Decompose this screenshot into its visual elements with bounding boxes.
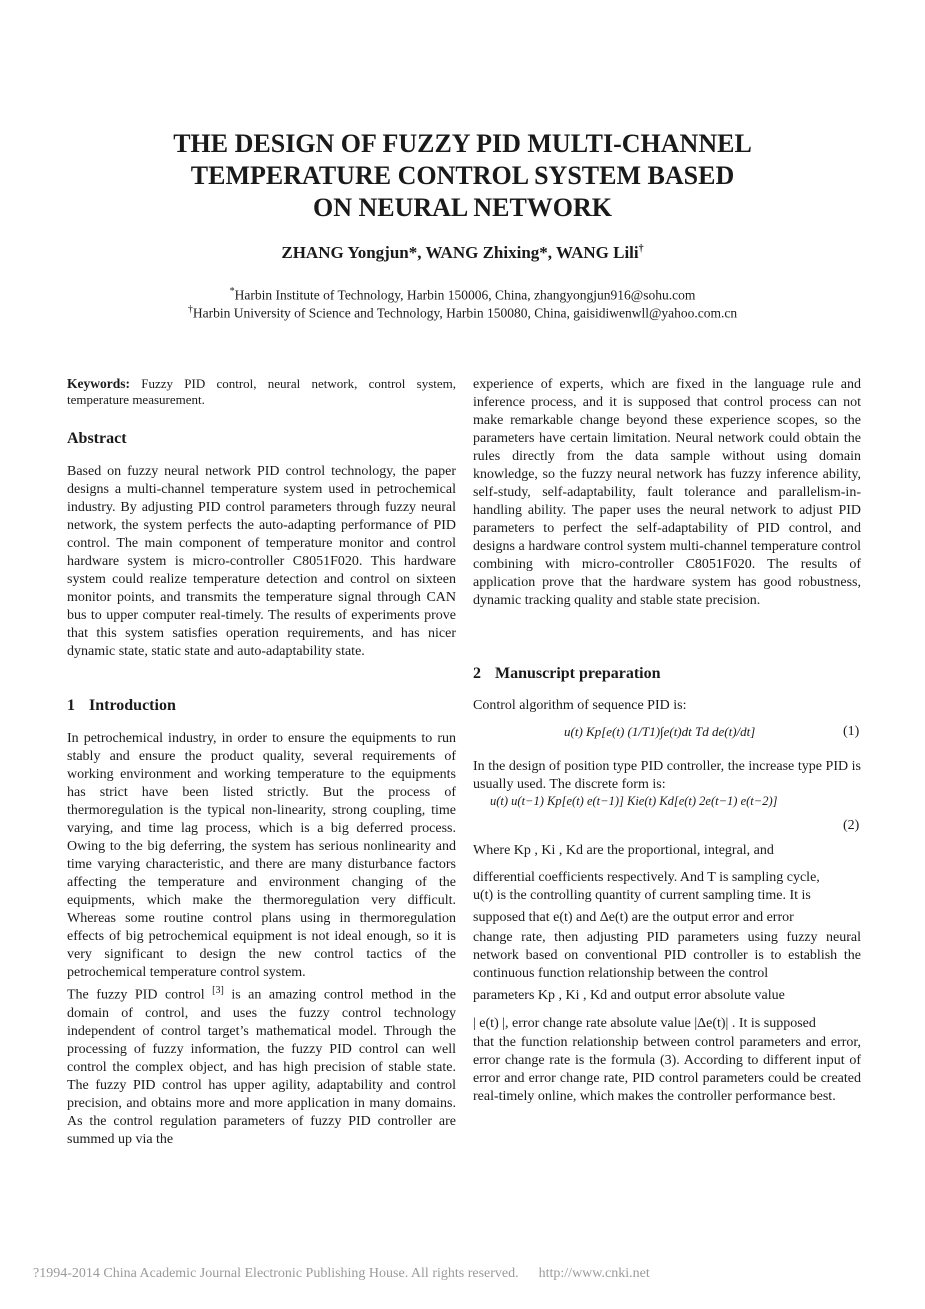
where-line-1: Where Kp , Ki , Kd are the proportional, integral, and — [473, 843, 774, 858]
abstract-body — [67, 463, 456, 661]
section2-intro: Control algorithm of sequence PID is: — [473, 698, 687, 713]
intro-p2-rest: is an amazing control method in the domain of control, and uses the fuzzy control technology independent of control target’s mathematical model. Through the processing of fuzzy information, the fuzzy PID control can well control the complex object, and has high precision of stable state. The fuzzy PID control has upper agility, adaptability and control precision, and obtains more and more application in many domains. As the control regulation parameters of fuzzy PID controller are summed up via the — [67, 987, 456, 1147]
intro-body — [67, 730, 456, 1149]
intro-title: Introduction — [89, 697, 176, 714]
where-line-2: differential coefficients respectively. And T is sampling cycle, — [473, 870, 820, 885]
page-footer — [33, 1266, 650, 1282]
where-line-6: parameters Kp , Ki , Kd and output error absolute value — [473, 988, 785, 1003]
paper-title — [100, 128, 825, 224]
abstract-heading: Abstract — [67, 430, 127, 447]
intro-paragraph-1: In petrochemical industry, in order to ensure the equipments to run stably and ensure the product quality, several requirements of working environment and working temperature to the equipments has strict have been listed strictly. But the process of thermoregulation is the typical non-linearity, strong coupling, time varying, and time lag process, which is a big deferred process. Owing to the big deferring, the system has serious nonlinearity and time varying characteristic, and there are many disturbance factors affecting the temperature and environment changing of the equipments, which make the thermoregulation very difficult. Whereas some routine control plans using in thermoregulation effects of big petrochemical equipment is not ideal enough, so it is very significant to design the new control tactics of the petrochemical temperature control system. — [67, 731, 456, 980]
affiliation-2-text: Harbin University of Science and Technology, Harbin 150080, China, gaisidiwenwll@yahoo.com.cn — [192, 305, 738, 321]
affiliation-2-mark: † — [187, 304, 193, 315]
right-paragraph-1: experience of experts, which are fixed in the language rule and inference process, and it is supposed that control process can not make remarkable change beyond these experience scopes, so the parameters have certain limitation. Neural network could obtain the rules directly from the data sample without using domain knowledge, so the fuzzy neural network has fuzzy inference ability, self-study, self-adaptability, fault tolerance and parallelism-in-handling ability. The paper uses the neural network to adjust PID parameters to perfect the self-adaptability of PID control, and designs a hardware control system multi-channel temperature control combining with micro-controller C8051F020. The results of application prove that the hardware system has good robustness, dynamic tracking quality and stable state precision. — [473, 377, 861, 608]
affiliation-1-mark: * — [229, 286, 235, 297]
where-line-4: supposed that e(t) and Δe(t) are the output error and error — [473, 910, 794, 925]
intro-paragraph-2 — [67, 982, 456, 1149]
title-line-3: ON NEURAL NETWORK — [312, 193, 613, 222]
title-line-1: THE DESIGN OF FUZZY PID MULTI-CHANNEL — [173, 129, 752, 158]
where-line-3: u(t) is the controlling quantity of current sampling time. It is — [473, 888, 811, 903]
citation-3: [3] — [212, 985, 224, 996]
title-line-2: TEMPERATURE CONTROL SYSTEM BASED — [190, 161, 735, 190]
keywords-text: Fuzzy PID control, neural network, control system, temperature measurement. — [67, 376, 457, 407]
affiliation-1 — [60, 286, 865, 304]
intro-p2-start: The fuzzy PID control — [67, 987, 205, 1003]
keywords-label: Keywords: — [67, 376, 130, 391]
where-line-5: change rate, then adjusting PID parameters using fuzzy neural network based on conventional PID controller is to establish the continuous function relationship between the control — [473, 930, 861, 981]
section2-heading — [473, 665, 861, 683]
equation-1-number: (1) — [843, 724, 860, 739]
equation-1: u(t) Kp[e(t) (1/T1)∫e(t)dt Td de(t)/dt] — [564, 724, 756, 739]
section2-title: Manuscript preparation — [495, 665, 661, 682]
authors-text: ZHANG Yongjun*, WANG Zhixing*, WANG Lili — [281, 243, 639, 262]
keywords-block — [67, 376, 456, 408]
footer-copyright: ?1994-2014 China Academic Journal Electronic Publishing House. All rights reserved. — [33, 1266, 519, 1281]
intro-number: 1 — [67, 697, 75, 714]
affiliation-1-text: Harbin Institute of Technology, Harbin 150006, China, zhangyongjun916@sohu.com — [234, 287, 696, 303]
where-line-8: that the function relationship between control parameters and error, error change rate is the formula (3). According to different input of error and error change rate, PID control parameters could be created real-timely online, which makes the controller performance best. — [473, 1035, 861, 1104]
where-line-7: | e(t) |, error change rate absolute value |Δe(t)| . It is supposed — [473, 1016, 816, 1031]
section2-text-2: In the design of position type PID controller, the increase type PID is usually used. The discrete form is: — [473, 759, 861, 792]
footer-url[interactable]: http://www.cnki.net — [538, 1266, 650, 1281]
equation-2-number: (2) — [843, 818, 860, 833]
intro-heading — [67, 697, 456, 715]
right-body-1 — [473, 376, 861, 610]
affiliation-2 — [60, 304, 865, 322]
abstract-text: Based on fuzzy neural network PID control technology, the paper designs a multi-channel temperature system used in petrochemical industry. By adjusting PID control parameters through fuzzy neural network, the system perfects the auto-adapting performance of PID control. The main component of temperature monitor and control hardware system is micro-controller C8051F020. This hardware system could realize temperature detection and control on sixteen monitor points, and transmits the temperature signal through CAN bus to upper computer real-timely. The results of experiments prove that this system satisfies operation requirements, and has nicer dynamic state, static state and auto-adaptability state. — [67, 464, 456, 659]
equation-2: u(t) u(t−1) Kp[e(t) e(t−1)] Kie(t) Kd[e(t) 2e(t−1) e(t−2)] — [490, 794, 778, 808]
author-list — [100, 243, 825, 263]
authors-dagger: † — [638, 243, 644, 255]
section2-number: 2 — [473, 665, 481, 682]
